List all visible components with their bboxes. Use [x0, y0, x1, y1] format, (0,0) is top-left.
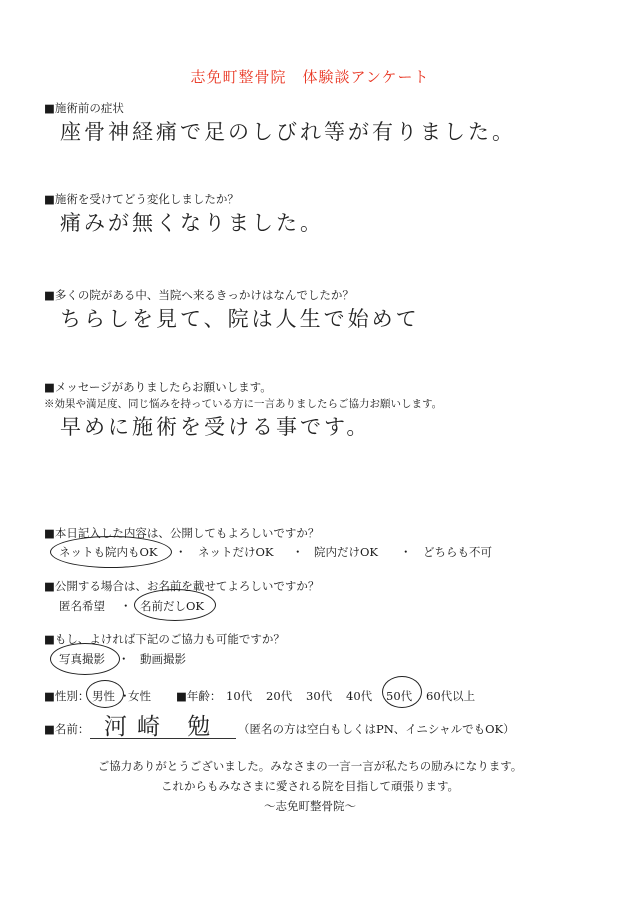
age-50s: 50代 — [386, 689, 413, 703]
answer-reason: ちらしを見て、院は人生で始めて — [60, 307, 420, 331]
answer-change: 痛みが無くなりました。 — [60, 211, 324, 235]
separator-dot: ・ — [120, 599, 132, 613]
option-name-ok: 名前だしOK — [140, 599, 205, 613]
question-name-publish-label: ■公開する場合は、お名前を載せてよろしいですか？ — [44, 579, 320, 593]
separator-dot: ・ — [119, 689, 131, 703]
answer-message: 早めに施術を受ける事です。 — [60, 415, 371, 439]
option-clinic-only: 院内だけOK — [314, 545, 379, 559]
option-video: 動画撮影 — [140, 652, 186, 666]
closing-signature: ～志免町整骨院～ — [264, 799, 356, 813]
age-30s: 30代 — [306, 689, 333, 703]
question-cooperation-label: ■もし、よければ下記のご協力も可能ですか？ — [44, 632, 285, 646]
page-title: 志免町整骨院 体験談アンケート — [190, 68, 430, 86]
question-reason-label: ■多くの院がある中、当院へ来るきっかけはなんでしたか？ — [44, 288, 354, 302]
closing-line-2: これからもみなさまに愛される院を目指して頑張ります。 — [160, 779, 460, 793]
age-label: ■年齢： — [176, 689, 222, 703]
question-symptoms-label: ■施術前の症状 — [44, 101, 124, 115]
age-20s: 20代 — [266, 689, 293, 703]
age-60s-plus: 60代以上 — [426, 689, 476, 703]
option-photo: 写真撮影 — [59, 652, 105, 666]
option-net-and-clinic: ネットも院内もOK — [59, 545, 158, 559]
separator-dot: ・ — [175, 545, 187, 559]
selection-circle — [134, 589, 216, 621]
question-message-label: ■メッセージがありましたらお願いします。 — [44, 380, 272, 394]
selection-circle — [50, 536, 172, 568]
gender-male: 男性 — [92, 689, 115, 703]
age-40s: 40代 — [346, 689, 373, 703]
gender-female: 女性 — [128, 689, 151, 703]
selection-circle — [86, 680, 124, 708]
answer-symptoms: 座骨神経痛で足のしびれ等が有りました。 — [60, 120, 516, 144]
question-message-note: ※効果や満足度、同じ悩みを持っている方に一言ありましたらご協力お願いします。 — [44, 398, 443, 410]
name-label: ■名前： — [44, 722, 90, 736]
option-neither: どちらも不可 — [423, 545, 492, 559]
selection-circle — [50, 643, 120, 675]
gender-label: ■性別： — [44, 689, 90, 703]
age-10s: 10代 — [226, 689, 253, 703]
separator-dot: ・ — [118, 652, 130, 666]
name-hint: （匿名の方は空白もしくはPN、イニシャルでもOK） — [238, 722, 515, 736]
option-net-only: ネットだけOK — [198, 545, 274, 559]
name-value: 河崎 勉 — [104, 714, 221, 740]
question-publish-label: ■本日記入した内容は、公開してもよろしいですか？ — [44, 526, 320, 540]
name-underline — [90, 738, 236, 739]
separator-dot: ・ — [292, 545, 304, 559]
closing-line-1: ご協力ありがとうございました。みなさまの一言一言が私たちの励みになります。 — [97, 759, 523, 773]
selection-circle — [382, 676, 422, 708]
separator-dot: ・ — [400, 545, 412, 559]
question-change-label: ■施術を受けてどう変化しましたか？ — [44, 192, 239, 206]
option-anonymous: 匿名希望 — [59, 599, 105, 613]
